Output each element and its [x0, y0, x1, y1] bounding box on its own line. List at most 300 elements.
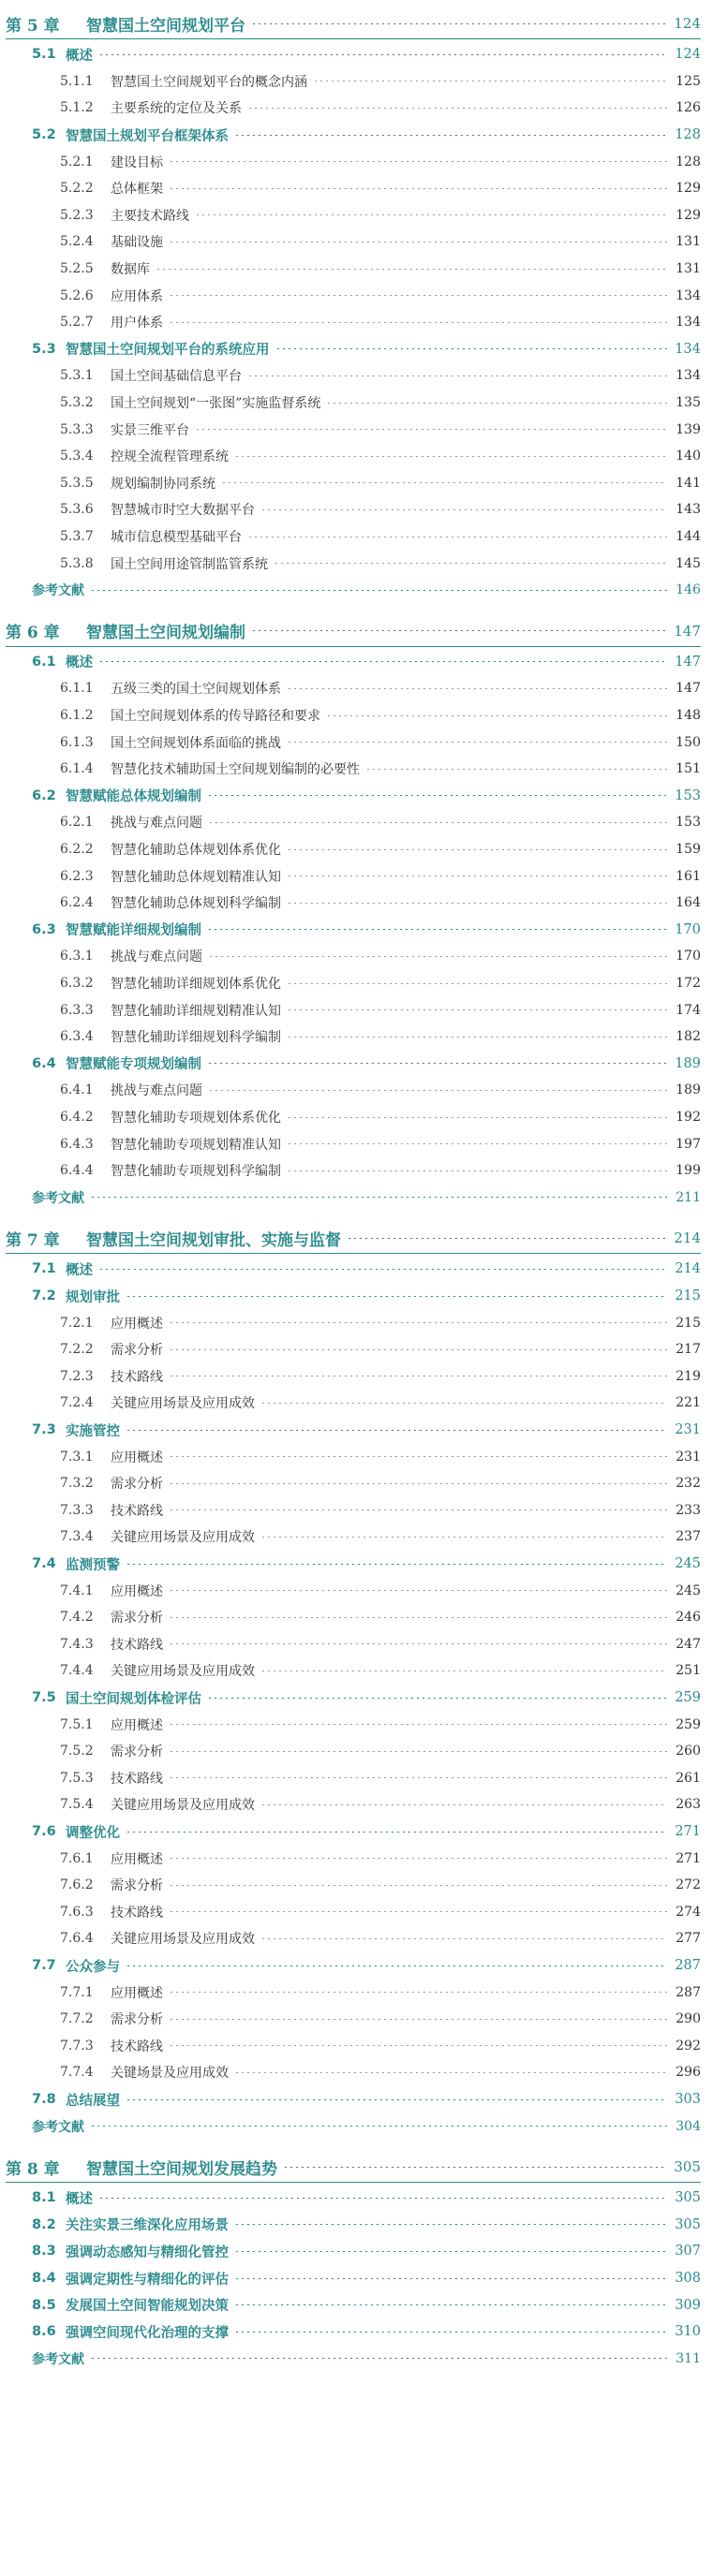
- toc-number: 5.3.2: [60, 395, 94, 411]
- toc-entry-sub[interactable]: [0, 1979, 712, 2006]
- toc-page-number: 272: [675, 1877, 701, 1893]
- dot-leader: [126, 1965, 667, 1966]
- toc-page-number: 260: [675, 1744, 701, 1759]
- toc-number: 7.3.4: [60, 1529, 94, 1545]
- toc-entry-section[interactable]: [0, 2265, 712, 2292]
- toc-entry-sub[interactable]: [0, 836, 712, 863]
- toc-entry-sub[interactable]: [0, 1470, 712, 1497]
- toc-entry-chapter[interactable]: [0, 617, 712, 645]
- toc-number: 7.5: [32, 1690, 56, 1706]
- toc-page-number: 170: [675, 921, 701, 937]
- dot-leader: [287, 1170, 667, 1171]
- toc-entry-refs[interactable]: [0, 2346, 712, 2373]
- toc-title: 概述: [66, 1262, 93, 1278]
- toc-title: 发展国土空间智能规划决策: [66, 2299, 229, 2315]
- toc-entry-sub[interactable]: [0, 175, 712, 202]
- toc-title: 需求分析: [111, 1343, 163, 1359]
- toc-number: 7.6: [32, 1824, 56, 1840]
- toc-page-number: 153: [675, 788, 701, 803]
- dot-leader: [169, 1724, 667, 1725]
- toc-entry-sub[interactable]: [0, 256, 712, 283]
- toc-title: 关键场景及应用成效: [111, 2066, 229, 2082]
- toc-number: 5.1: [32, 47, 56, 63]
- toc-title: 参考文献: [32, 583, 84, 599]
- toc-page-number: 135: [675, 395, 701, 411]
- toc-entry-refs[interactable]: [0, 1185, 712, 1212]
- toc-number: 7.6.2: [60, 1877, 94, 1893]
- toc-number: 6.1.1: [60, 681, 94, 697]
- toc-page-number: 305: [675, 2216, 701, 2232]
- toc-number: 7.7.3: [60, 2038, 94, 2053]
- toc-page-number: 221: [675, 1395, 701, 1411]
- dot-leader: [260, 1403, 667, 1404]
- toc-entry-sub[interactable]: [0, 1023, 712, 1051]
- toc-title: 智慧化辅助专项规划精准认知: [111, 1137, 281, 1153]
- toc-number: 7.4.2: [60, 1610, 94, 1626]
- toc-entry-section[interactable]: [0, 917, 712, 944]
- dot-leader: [98, 2198, 667, 2199]
- toc-entry-section[interactable]: [0, 1051, 712, 1078]
- toc-title: 智慧化辅助总体规划精准认知: [111, 869, 281, 885]
- toc-entry-sub[interactable]: [0, 470, 712, 497]
- dot-leader: [126, 1296, 667, 1297]
- toc-title: 概述: [66, 655, 93, 671]
- toc-entry-section[interactable]: [0, 1685, 712, 1712]
- toc-page-number: 237: [675, 1529, 701, 1545]
- toc-title: 建设目标: [111, 155, 163, 170]
- toc-entry-section[interactable]: [0, 1417, 712, 1444]
- toc-title: 智慧化辅助详细规划科学编制: [111, 1030, 281, 1046]
- toc-page-number: 143: [675, 502, 701, 518]
- toc-entry-sub[interactable]: [0, 523, 712, 551]
- dot-leader: [287, 742, 667, 743]
- toc-title: 智慧国土空间规划平台的概念内涵: [111, 74, 307, 90]
- toc-entry-chapter[interactable]: [0, 2153, 712, 2181]
- toc-number: 7.7: [32, 1958, 56, 1974]
- dot-leader: [169, 1349, 667, 1350]
- dot-leader: [221, 482, 667, 483]
- toc-entry-sub[interactable]: [0, 228, 712, 256]
- toc-page-number: 148: [675, 708, 701, 724]
- toc-number: 5.3.7: [60, 529, 94, 545]
- toc-page-number: 134: [675, 315, 701, 331]
- dot-leader: [169, 1509, 667, 1510]
- toc-title: 主要技术路线: [111, 208, 189, 224]
- toc-number: 5.3: [32, 341, 56, 357]
- toc-entry-sub[interactable]: [0, 1309, 712, 1336]
- dot-leader: [260, 509, 667, 510]
- toc-number: 6.1.3: [60, 734, 94, 750]
- toc-number: 第 8 章: [6, 2159, 60, 2179]
- toc-title: 总体框架: [111, 182, 163, 198]
- toc-entry-sub[interactable]: [0, 675, 712, 702]
- toc-entry-sub[interactable]: [0, 1604, 712, 1631]
- toc-entry-sub[interactable]: [0, 996, 712, 1023]
- dot-leader: [126, 1564, 667, 1565]
- toc-entry-sub[interactable]: [0, 2006, 712, 2033]
- toc-title: 关注实景三维深化应用场景: [66, 2218, 229, 2234]
- toc-page-number: 141: [675, 475, 701, 491]
- dot-leader: [287, 1009, 667, 1010]
- toc-entry-sub[interactable]: [0, 390, 712, 417]
- dot-leader: [169, 188, 667, 189]
- toc-entry-sub[interactable]: [0, 1443, 712, 1470]
- toc-number: 5.3.6: [60, 502, 94, 518]
- toc-entry-sub[interactable]: [0, 1738, 712, 1765]
- dot-leader: [234, 2072, 667, 2073]
- toc-entry-sub[interactable]: [0, 1390, 712, 1417]
- toc-page-number: 129: [675, 207, 701, 223]
- toc-number: 8.5: [32, 2297, 56, 2313]
- toc-number: 6.2.4: [60, 895, 94, 911]
- toc-title: 智慧化辅助总体规划科学编制: [111, 896, 281, 912]
- toc-page-number: 129: [675, 181, 701, 197]
- dot-leader: [90, 2126, 667, 2127]
- toc-number: 7.5.2: [60, 1744, 94, 1759]
- toc-page-number: 134: [675, 368, 701, 384]
- toc-entry-section[interactable]: [0, 1283, 712, 1310]
- toc-entry-sub[interactable]: [0, 282, 712, 309]
- toc-entry-sub[interactable]: [0, 1524, 712, 1551]
- toc-entry-sub[interactable]: [0, 1577, 712, 1604]
- toc-page-number: 139: [675, 421, 701, 437]
- toc-entry-sub[interactable]: [0, 1872, 712, 1899]
- dot-leader: [234, 2278, 667, 2279]
- dot-leader: [169, 1777, 667, 1778]
- toc-page-number: 310: [675, 2324, 701, 2340]
- toc-number: 6.4.2: [60, 1110, 94, 1126]
- dot-leader: [260, 1938, 667, 1939]
- toc-page-number: 287: [675, 1984, 701, 2000]
- toc-title: 智慧化辅助详细规划精准认知: [111, 1003, 281, 1019]
- toc-number: 7.3.3: [60, 1502, 94, 1518]
- toc-page-number: 126: [675, 100, 701, 116]
- dot-leader: [169, 295, 667, 296]
- toc-title: 实景三维平台: [111, 422, 189, 438]
- toc-page-number: 305: [675, 2190, 701, 2206]
- toc-entry-section[interactable]: [0, 2238, 712, 2265]
- toc-number: 6.4.1: [60, 1082, 94, 1098]
- toc-entry-section[interactable]: [0, 2086, 712, 2113]
- toc-page-number: 131: [675, 261, 701, 277]
- toc-title: 实施管控: [66, 1423, 120, 1439]
- toc-number: 8.4: [32, 2271, 56, 2287]
- toc-title: 智慧国土空间规划平台: [86, 16, 245, 36]
- toc-title: 数据库: [111, 262, 150, 278]
- toc-page-number: 214: [675, 1261, 701, 1277]
- toc-page-number: 125: [675, 73, 701, 89]
- toc-title: 智慧国土空间规划平台的系统应用: [66, 343, 270, 359]
- toc-page-number: 145: [675, 555, 701, 571]
- dot-leader: [347, 1238, 667, 1239]
- toc-entry-chapter[interactable]: [0, 9, 712, 37]
- dot-leader: [208, 822, 667, 823]
- toc-entry-refs[interactable]: [0, 577, 712, 604]
- toc-number: 7.5.4: [60, 1797, 94, 1813]
- dot-leader: [287, 1117, 667, 1118]
- dot-leader: [274, 563, 667, 564]
- toc-number: 7.3.1: [60, 1449, 94, 1465]
- toc-number: 5.2.5: [60, 261, 94, 277]
- toc-number: 7.4.3: [60, 1636, 94, 1652]
- toc-page-number: 134: [675, 287, 701, 303]
- toc-entry-refs[interactable]: [0, 2112, 712, 2140]
- dot-leader: [90, 2358, 667, 2359]
- toc-page-number: 292: [675, 2038, 701, 2053]
- toc-entry-sub[interactable]: [0, 362, 712, 390]
- toc-page-number: 261: [675, 1770, 701, 1786]
- toc-number: 7.2.1: [60, 1315, 94, 1331]
- dot-leader: [247, 108, 667, 109]
- toc-number: 7.2: [32, 1288, 56, 1304]
- toc-entry-section[interactable]: [0, 649, 712, 676]
- toc-page-number: 159: [675, 842, 701, 858]
- toc-entry-section[interactable]: [0, 122, 712, 149]
- toc-entry-sub[interactable]: [0, 809, 712, 836]
- toc-title: 关键应用场景及应用成效: [111, 1530, 255, 1546]
- toc-title: 国土空间规划“一张图”实施监督系统: [111, 396, 321, 412]
- toc-page-number: 274: [675, 1904, 701, 1920]
- dot-leader: [169, 242, 667, 243]
- dot-leader: [234, 2224, 667, 2225]
- dot-leader: [287, 688, 667, 689]
- dot-leader: [169, 1617, 667, 1618]
- toc-entry-sub[interactable]: [0, 309, 712, 336]
- toc-number: 7.2.3: [60, 1368, 94, 1384]
- toc-title: 概述: [66, 2191, 93, 2207]
- toc-page-number: 124: [675, 47, 701, 63]
- dot-leader: [169, 1322, 667, 1323]
- dot-leader: [234, 2251, 667, 2252]
- toc-title: 关键应用场景及应用成效: [111, 1664, 255, 1680]
- toc-entry-sub[interactable]: [0, 1899, 712, 1926]
- toc-entry-sub[interactable]: [0, 756, 712, 783]
- toc-entry-sub[interactable]: [0, 2033, 712, 2060]
- dot-leader: [283, 2167, 667, 2168]
- toc-page-number: 150: [675, 734, 701, 750]
- toc-entry-sub[interactable]: [0, 2059, 712, 2086]
- toc-entry-sub[interactable]: [0, 148, 712, 175]
- dot-leader: [234, 2304, 667, 2305]
- toc-title: 关键应用场景及应用成效: [111, 1932, 255, 1948]
- toc-title: 智慧国土空间规划审批、实施与监督: [86, 1230, 341, 1250]
- toc-page-number: 174: [675, 1002, 701, 1018]
- dot-leader: [169, 1456, 667, 1457]
- toc-title: 国土空间规划体系的传导路径和要求: [111, 709, 320, 725]
- toc-title: 智慧化辅助总体规划体系优化: [111, 843, 281, 859]
- toc-title: 技术路线: [111, 1369, 163, 1385]
- toc-page-number: 303: [675, 2092, 701, 2108]
- toc-entry-section[interactable]: [0, 2291, 712, 2318]
- toc-page-number: 271: [675, 1824, 701, 1840]
- toc-entry-sub[interactable]: [0, 202, 712, 229]
- toc-entry-sub[interactable]: [0, 550, 712, 577]
- dot-leader: [207, 1063, 667, 1064]
- toc-title: 公众参与: [66, 1959, 120, 1975]
- toc-entry-sub[interactable]: [0, 1631, 712, 1658]
- toc-entry-sub[interactable]: [0, 1497, 712, 1524]
- toc-entry-sub[interactable]: [0, 1711, 712, 1738]
- toc-entry-sub[interactable]: [0, 1104, 712, 1131]
- toc-entry-section[interactable]: [0, 783, 712, 810]
- toc-title: 用户体系: [111, 316, 163, 331]
- toc-entry-section[interactable]: [0, 2185, 712, 2212]
- toc-title: 技术路线: [111, 1905, 163, 1921]
- toc-entry-sub[interactable]: [0, 443, 712, 470]
- dot-leader: [156, 269, 667, 270]
- toc-entry-sub[interactable]: [0, 1657, 712, 1685]
- dot-leader: [287, 1143, 667, 1144]
- toc-page-number: 214: [674, 1229, 701, 1247]
- toc-number: 7.7.4: [60, 2065, 94, 2081]
- toc-page-number: 245: [675, 1582, 701, 1598]
- toc-entry-sub[interactable]: [0, 890, 712, 917]
- dot-leader: [275, 348, 668, 349]
- toc-title: 技术路线: [111, 1771, 163, 1787]
- toc-title: 关键应用场景及应用成效: [111, 1396, 255, 1412]
- toc-title: 智慧化技术辅助国土空间规划编制的必要性: [111, 762, 360, 778]
- toc-title: 智慧赋能总体规划编制: [66, 789, 201, 805]
- toc-entry-sub[interactable]: [0, 1925, 712, 1952]
- toc-entry-sub[interactable]: [0, 1765, 712, 1792]
- toc-page-number: 182: [675, 1029, 701, 1045]
- toc-number: 5.3.4: [60, 449, 94, 464]
- toc-number: 5.1.2: [60, 100, 94, 116]
- toc-page-number: 128: [675, 127, 701, 143]
- toc-title: 总结展望: [66, 2093, 120, 2109]
- toc-title: 应用概述: [111, 1450, 163, 1465]
- toc-title: 需求分析: [111, 1611, 163, 1627]
- toc-number: 7.7.1: [60, 1984, 94, 2000]
- toc-page-number: 147: [674, 622, 701, 640]
- dot-leader: [169, 1590, 667, 1591]
- toc-number: 6.2.3: [60, 868, 94, 884]
- toc-title: 应用体系: [111, 288, 163, 304]
- dot-leader: [234, 456, 667, 457]
- toc-entry-sub[interactable]: [0, 702, 712, 729]
- toc-title: 强调空间现代化治理的支撑: [66, 2325, 229, 2341]
- toc-title: 技术路线: [111, 1503, 163, 1519]
- toc-number: 6.4.3: [60, 1136, 94, 1152]
- chapter-divider: [6, 2182, 701, 2183]
- toc-title: 国土空间规划体检评估: [66, 1691, 201, 1707]
- toc-title: 需求分析: [111, 1477, 163, 1493]
- toc-title: 智慧国土空间规划编制: [86, 624, 245, 643]
- toc-page-number: 247: [675, 1636, 701, 1652]
- toc-page-number: 296: [675, 2065, 701, 2081]
- toc-page-number: 215: [675, 1315, 701, 1331]
- dot-leader: [234, 2332, 667, 2333]
- toc-title: 应用概述: [111, 1985, 163, 2001]
- toc-entry-sub[interactable]: [0, 68, 712, 96]
- toc-entry-sub[interactable]: [0, 729, 712, 756]
- toc-page-number: 211: [675, 1189, 701, 1205]
- toc-number: 5.3.1: [60, 368, 94, 384]
- toc-number: 第 5 章: [6, 16, 60, 36]
- toc-number: 7.6.3: [60, 1904, 94, 1920]
- toc-entry-sub[interactable]: [0, 1157, 712, 1185]
- toc-page-number: 271: [675, 1850, 701, 1866]
- toc-page-number: 146: [675, 582, 701, 598]
- toc-entry-sub[interactable]: [0, 496, 712, 523]
- toc-number: 6.2.1: [60, 815, 94, 831]
- dot-leader: [98, 1269, 667, 1270]
- toc-page-number: 147: [675, 681, 701, 697]
- dot-leader: [207, 1698, 667, 1699]
- toc-entry-sub[interactable]: [0, 95, 712, 122]
- toc-entry-section[interactable]: [0, 336, 712, 363]
- toc-page-number: 246: [675, 1610, 701, 1626]
- toc-entry-sub[interactable]: [0, 943, 712, 970]
- toc-title: 挑战与难点问题: [111, 816, 202, 832]
- toc-title: 挑战与难点问题: [111, 949, 202, 965]
- toc-entry-section[interactable]: [0, 2212, 712, 2239]
- toc-page-number: 251: [675, 1663, 701, 1679]
- toc-title: 城市信息模型基础平台: [111, 530, 242, 546]
- toc-title: 基础设施: [111, 235, 163, 251]
- dot-leader: [208, 956, 667, 957]
- toc-page-number: 147: [675, 654, 701, 670]
- toc-title: 调整优化: [66, 1825, 120, 1841]
- toc-page-number: 245: [675, 1556, 701, 1572]
- toc-number: 5.2.4: [60, 234, 94, 250]
- toc-title: 规划审批: [66, 1289, 120, 1305]
- toc-title: 国土空间基础信息平台: [111, 369, 242, 385]
- toc-entry-sub[interactable]: [0, 1791, 712, 1818]
- toc-entry-sub[interactable]: [0, 1336, 712, 1363]
- toc-entry-section[interactable]: [0, 41, 712, 68]
- toc-page-number: 172: [675, 976, 701, 992]
- chapter-divider: [6, 38, 701, 39]
- toc-entry-sub[interactable]: [0, 970, 712, 997]
- toc-page-number: 232: [675, 1476, 701, 1492]
- toc-entry-sub[interactable]: [0, 862, 712, 890]
- toc-number: 第 6 章: [6, 624, 60, 643]
- dot-leader: [260, 1537, 667, 1538]
- toc-entry-chapter[interactable]: [0, 1224, 712, 1252]
- toc-entry-section[interactable]: [0, 1952, 712, 1980]
- toc-number: 6.4.4: [60, 1163, 94, 1179]
- dot-leader: [169, 1643, 667, 1644]
- toc-title: 五级三类的国土空间规划体系: [111, 682, 281, 698]
- toc-title: 强调定期性与精细化的评估: [66, 2272, 229, 2288]
- toc-entry-sub[interactable]: [0, 1363, 712, 1391]
- toc-entry-sub[interactable]: [0, 1077, 712, 1104]
- toc-entry-sub[interactable]: [0, 1130, 712, 1157]
- toc-number: 5.3.5: [60, 475, 94, 491]
- dot-leader: [287, 849, 667, 850]
- toc-page-number: 128: [675, 154, 701, 169]
- toc-entry-section[interactable]: [0, 2318, 712, 2346]
- toc-title: 需求分析: [111, 1878, 163, 1894]
- toc-entry-section[interactable]: [0, 1551, 712, 1578]
- toc-entry-section[interactable]: [0, 1818, 712, 1846]
- toc-title: 应用概述: [111, 1583, 163, 1599]
- toc-entry-sub[interactable]: [0, 1845, 712, 1872]
- toc-title: 参考文献: [32, 1190, 84, 1206]
- dot-leader: [169, 1911, 667, 1912]
- toc-page-number: 153: [675, 815, 701, 831]
- toc-page-number: 311: [675, 2350, 701, 2366]
- dot-leader: [90, 590, 667, 591]
- toc-number: 6.3.2: [60, 976, 94, 992]
- toc-page-number: 134: [675, 341, 701, 357]
- toc-page-number: 140: [675, 449, 701, 464]
- toc-page-number: 290: [675, 2011, 701, 2027]
- dot-leader: [251, 630, 667, 631]
- toc-entry-sub[interactable]: [0, 416, 712, 443]
- toc-entry-section[interactable]: [0, 1256, 712, 1283]
